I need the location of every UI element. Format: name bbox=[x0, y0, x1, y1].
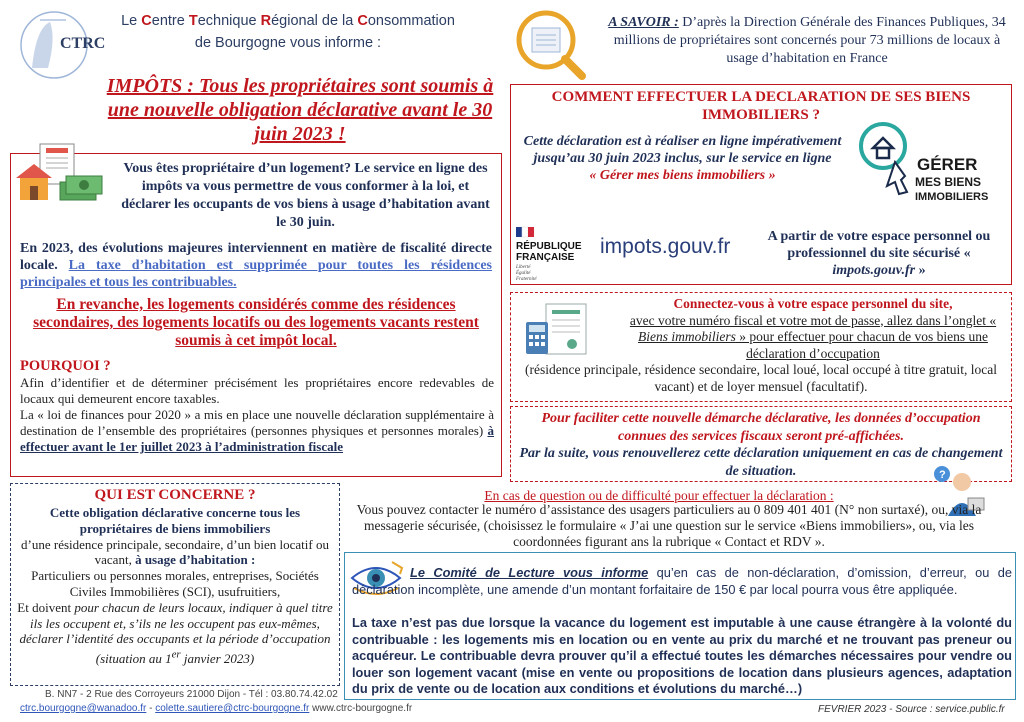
rf-line2: FRANÇAISE bbox=[516, 252, 575, 263]
pourquoi-title: POURQUOI ? bbox=[20, 358, 111, 374]
espace-end: » bbox=[915, 263, 926, 278]
connect-ul-1: avec votre numéro fiscal et votre mot de passe, allez dans l’onglet « bbox=[629, 312, 997, 328]
qui-p4-a: Et doivent bbox=[17, 599, 75, 615]
intro-paragraph-1: Vous êtes propriétaire d’un logement? Le service en ligne des impôts va vous permettre de vous conformer à la loi, et déclarer les occupants de vos biens à usage d’habitation avant le 30 juin. bbox=[121, 161, 490, 230]
intro-line2: de Bourgogne vous informe : bbox=[194, 35, 382, 51]
qui-title: QUI EST CONCERNE ? bbox=[94, 487, 256, 503]
qui-p4-c: janvier 2023) bbox=[180, 650, 255, 666]
comite-p1: qu’en cas de non-déclaration, d’omission, d’erreur, ou de déclaration incomplète, une amende d’un montant forfaitaire de 150 € par local pourra vous être appliquée. bbox=[352, 565, 1012, 597]
qui-p4-b-text: pour chacun de leurs locaux, indiquer à quel titre ils les occupent et, s’ils ne les occupent pas eux-mêmes, déclarer l’identité des occupants et la période d’occupation (situation au 1 bbox=[19, 599, 333, 666]
espace-body: A partir de votre espace personnel ou professionnel du site sécurisé « bbox=[767, 229, 991, 261]
intro-prefix: Le bbox=[121, 13, 142, 29]
date-source: FEVRIER 2023 - Source : service.public.fr bbox=[818, 704, 1005, 715]
comite-text-2: La taxe n’est pas due lorsque la vacance du logement est imputable à une cause étrangère à la volonté du contribuable : les logements mis en location ou en vente au prix du marché et ne trouvant pas preneur ou acquéreur. Le contribuable devra prouver qu’il a effectué toutes les démarches nécessaires pour vendre ou louer son logement vacant (mise en vente ou propositions de location dans plusieurs agences, adaptation du prix de vente ou de location aux conditions et évolutions du marché…) bbox=[352, 615, 1012, 696]
cap-r: R bbox=[260, 13, 272, 29]
savoir-title: A SAVOIR : bbox=[608, 15, 679, 30]
comment-body: Cette déclaration est à réaliser en ligne impérativement jusqu’au 30 juin 2023 inclus, sur le service en ligne bbox=[523, 134, 842, 166]
pourquoi-p2: La « loi de finances pour 2020 » a mis en place une nouvelle déclaration supplémentaire à destination de l’ensemble des propriétaires (personnes physiques et personnes morales) bbox=[20, 407, 494, 438]
tax-abolished-link[interactable]: La taxe d’habitation est supprimée pour toutes les résidences principales et tous les contribuables. bbox=[20, 258, 493, 290]
faciliter-red: Pour faciliter cette nouvelle démarche déclarative, les données d’occupation connues des services fiscaux seront pré-affichées. bbox=[541, 411, 981, 444]
email-link-2[interactable]: colette.sautiere@ctrc-bourgogne.fr bbox=[155, 703, 310, 714]
savoir-body: D’après la Direction Générale des Finances Publiques, 34 millions de propriétaires sont concernés pour 73 millions de locaux à usage d’habitation en France bbox=[613, 15, 1006, 66]
logo-text: CTRC bbox=[60, 35, 106, 52]
intro-w4: onsommation bbox=[367, 13, 455, 29]
faciliter-navy: Par la suite, vous renouvellerez cette déclaration uniquement en cas de changement de situation. bbox=[519, 446, 1003, 479]
espace-text bbox=[752, 228, 1006, 279]
connect-details: (résidence principale, résidence secondaire, local loué, local occupé à titre gratuit, local vacant) et de loyer mensuel (facultatif). bbox=[525, 362, 997, 394]
qui-text bbox=[16, 505, 334, 666]
gerer-line2: MES BIENS bbox=[915, 175, 982, 189]
intro-p2-text: En 2023, des évolutions majeures interviennent en matière de fiscalité directe locale. bbox=[20, 241, 492, 273]
email-link-1[interactable]: ctrc.bourgogne@wanadoo.fr bbox=[20, 703, 147, 714]
cap-c2: C bbox=[357, 13, 368, 29]
intro-w1: entre bbox=[151, 13, 189, 29]
header-intro bbox=[108, 10, 468, 54]
intro-paragraph-2 bbox=[20, 240, 492, 291]
qui-p1: Cette obligation déclarative concerne tous les propriétaires de biens immobiliers bbox=[49, 505, 301, 536]
rf-line5: Fraternité bbox=[516, 277, 537, 282]
qui-p3: Particuliers ou personnes morales, entreprises, Sociétés Civiles Immobilières (SCI), usufruitiers, bbox=[31, 568, 319, 599]
rf-line1: RÉPUBLIQUE bbox=[516, 241, 582, 252]
connect-ul-2: » pour effectuer pour chacun de vos biens une déclaration d’occupation bbox=[735, 329, 988, 361]
magnifier-icon bbox=[514, 8, 588, 82]
footer-sep: - bbox=[146, 703, 156, 714]
impots-gouv-logo: impots.gouv.fr bbox=[600, 235, 731, 258]
connect-instructions bbox=[630, 313, 996, 361]
republique-francaise-logo bbox=[514, 225, 594, 285]
pourquoi-deadline: à effectuer avant le 1er juillet 2023 à l’administration fiscale bbox=[20, 423, 494, 454]
ctrc-logo bbox=[10, 8, 106, 82]
biens-immobiliers-tab: Biens immobiliers bbox=[638, 329, 736, 344]
cap-c: C bbox=[141, 13, 152, 29]
svg-text:?: ? bbox=[939, 469, 946, 481]
connect-text bbox=[618, 296, 1008, 362]
comment-text bbox=[520, 133, 845, 184]
connect-title: Connectez-vous à votre espace personnel du site, bbox=[673, 296, 953, 311]
cap-t: T bbox=[188, 13, 198, 29]
comment-title: COMMENT EFFECTUER LA DECLARATION DE SES BIENS IMMOBILIERS ? bbox=[551, 89, 971, 123]
pourquoi-text bbox=[20, 375, 494, 455]
gerer-line3: IMMOBILIERS bbox=[915, 191, 989, 203]
comite-text bbox=[352, 565, 1012, 598]
espace-site[interactable]: impots.gouv.fr bbox=[832, 263, 916, 278]
main-title: IMPÔTS : Tous les propriétaires sont soumis à une nouvelle obligation déclarative avant le 30 juin 2023 ! bbox=[106, 75, 494, 145]
pourquoi-p1: Afin d’identifier et de déterminer précisément les propriétaires encore redevables de locaux qui demeurent encore taxables. bbox=[20, 375, 494, 406]
website-link[interactable]: www.ctrc-bourgogne.fr bbox=[309, 703, 413, 714]
calculator-document-icon bbox=[516, 300, 614, 360]
service-name: « Gérer mes biens immobiliers » bbox=[589, 168, 776, 183]
rf-line4: Égalité bbox=[516, 271, 531, 276]
savoir-text bbox=[600, 14, 1014, 68]
footer-address: B. NN7 - 2 Rue des Corroyeurs 21000 Dijon - Tél : 03.80.74.42.02 bbox=[45, 689, 338, 700]
intro-paragraph-3: En revanche, les logements considérés comme des résidences secondaires, des logements locatifs ou des logements vacants restent soumis à cet impôt local. bbox=[33, 296, 479, 349]
qui-p2-bold: à usage d’habitation : bbox=[135, 552, 256, 568]
intro-w3: égional de la bbox=[271, 13, 358, 29]
footer-contacts bbox=[20, 703, 412, 714]
rf-line3: Liberté bbox=[516, 265, 531, 270]
question-title: En cas de question ou de difficulté pour effectuer la déclaration : bbox=[484, 488, 834, 503]
tax-house-illustration bbox=[10, 138, 108, 206]
comite-title: Le Comité de Lecture vous informe bbox=[410, 565, 649, 580]
qui-sup: er bbox=[171, 648, 181, 661]
gerer-word: GÉRER bbox=[917, 155, 978, 174]
intro-w2: echnique bbox=[197, 13, 261, 29]
question-text: Vous pouvez contacter le numéro d’assistance des usagers particuliers au 0 809 401 401 (N° non surtaxé), ou, via la messagerie sécurisée, (choisissez le formulaire « J’ai une question sur le service «Biens immobiliers», ou, via les coordonnées figurant ans la rubrique « Contact et RDV ». bbox=[356, 502, 982, 549]
gerer-biens-logo bbox=[855, 120, 1010, 210]
qui-p2: d’une résidence principale, secondaire, d’un bien locatif ou vacant, bbox=[21, 536, 329, 568]
